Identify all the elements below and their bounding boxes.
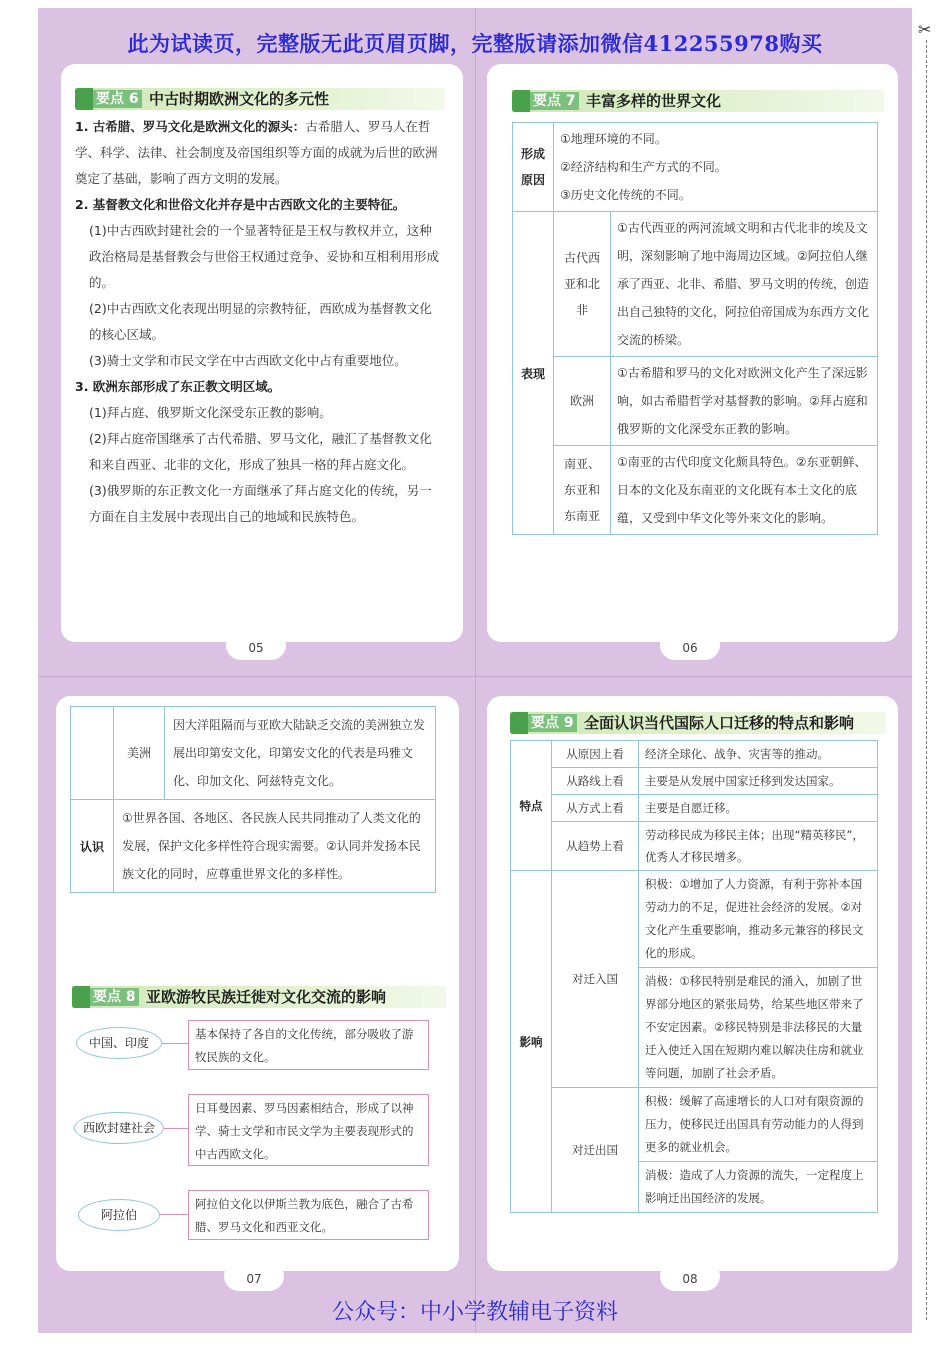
- item-3: 3. 欧洲东部形成了东正教文明区域。: [75, 379, 281, 394]
- americas-table: [70, 706, 436, 893]
- key-point-title: 全面认识当代国际人口迁移的特点和影响: [584, 714, 855, 732]
- key-point-tag: 要点 7: [530, 92, 579, 110]
- item-2: 2. 基督教文化和世俗文化并存是中古西欧文化的主要特征。: [75, 197, 406, 212]
- cognition-label: 认识: [71, 800, 114, 893]
- scissors-icon: ✂: [918, 20, 932, 39]
- flag-icon: [510, 712, 528, 734]
- key-point-tag: 要点 6: [93, 90, 142, 108]
- world-culture-table: [512, 122, 878, 535]
- region-asia-label: 南亚、东亚和东南亚: [554, 446, 611, 535]
- flag-icon: [75, 88, 93, 110]
- feature-label: 特点: [511, 741, 552, 871]
- node-china-india: 中国、印度: [76, 1027, 162, 1059]
- migration-table: [510, 740, 878, 1213]
- feature-k-2: 从路线上看: [552, 768, 639, 795]
- feature-v-2: 主要是从发展中国家迁移到发达国家。: [639, 768, 878, 795]
- region-europe-text: ①古希腊和罗马的文化对欧洲文化产生了深远影响，如古希腊哲学对基督教的影响。②拜占庭和俄罗斯的文化深受东正教的影响。: [611, 357, 878, 446]
- feature-v-1: 经济全球化、战争、灾害等的推动。: [639, 741, 878, 768]
- page-number-05: 05: [226, 630, 286, 660]
- item-3-2: (2)拜占庭帝国继承了古代希腊、罗马文化，融汇了基督教文化和来自西亚、北非的文化，形成了独具一格的拜占庭文化。: [89, 431, 432, 472]
- feature-k-3: 从方式上看: [552, 795, 639, 822]
- blank-cell: [71, 707, 114, 800]
- box-arab: 阿拉伯文化以伊斯兰教为底色，融合了古希腊、罗马文化和西亚文化。: [188, 1190, 429, 1240]
- page-05-content: [75, 114, 441, 530]
- impact-label: 影响: [511, 871, 552, 1213]
- key-point-9-header: [510, 712, 886, 734]
- watermark-top: 此为试读页，完整版无此页眉页脚，完整版请添加微信412255978购买: [127, 31, 823, 56]
- page-number-06: 06: [660, 630, 720, 660]
- watermark-bottom: 公众号：中小学教辅电子资料: [331, 1300, 618, 1325]
- box-western-europe: 日耳曼因素、罗马因素相结合，形成了以神学、骑士文学和市民文学为主要表现形式的中古西欧文化。: [188, 1094, 429, 1166]
- cause-1: ①地理环境的不同。: [560, 132, 667, 146]
- item-2-2: (2)中古西欧文化表现出明显的宗教特征，西欧成为基督教文化的核心区域。: [89, 301, 432, 342]
- key-point-tag: 要点 9: [528, 714, 577, 732]
- key-point-8-header: [72, 986, 446, 1008]
- item-3-1: (1)拜占庭、俄罗斯文化深受东正教的影响。: [89, 405, 332, 420]
- impact-out-negative: 消极：造成了人力资源的流失，一定程度上影响迁出国经济的发展。: [639, 1162, 878, 1213]
- item-1: 1. 古希腊、罗马文化是欧洲文化的源头：古希腊人、罗马人在哲学、科学、法律、社会制度及帝国组织等方面的成就为后世的欧洲奠定了基础，影响了西方文明的发展。: [75, 119, 438, 186]
- connector-2: [164, 1128, 190, 1129]
- feature-k-4: 从趋势上看: [552, 822, 639, 871]
- impact-in-label: 对迁入国: [552, 871, 639, 1088]
- impact-out-label: 对迁出国: [552, 1088, 639, 1213]
- performance-label: 表现: [513, 212, 554, 535]
- region-west-asia-label: 古代西亚和北非: [554, 212, 611, 357]
- key-point-7-header: [512, 90, 884, 112]
- box-china-india: 基本保持了各自的文化传统，部分吸收了游牧民族的文化。: [188, 1020, 429, 1070]
- key-point-title: 丰富多样的世界文化: [586, 92, 722, 110]
- impact-out-positive: 积极：缓解了高速增长的人口对有限资源的压力，使移民迁出国具有劳动能力的人得到更多的就业机会。: [639, 1088, 878, 1162]
- vertical-fold-line: [475, 8, 476, 1333]
- key-point-title: 亚欧游牧民族迁徙对文化交流的影响: [146, 988, 387, 1006]
- cause-2: ②经济结构和生产方式的不同。: [560, 160, 727, 174]
- horizontal-fold-line: [38, 676, 912, 677]
- connector-1: [162, 1043, 190, 1044]
- impact-in-negative: 消极：①移民特别是难民的涌入，加剧了世界部分地区的紧张局势，给某些地区带来了不安定因素。②移民特别是非法移民的大量迁入使迁入国在短期内难以解决住房和就业等问题，加剧了社会矛盾。: [639, 968, 878, 1088]
- cut-line: [926, 40, 927, 1320]
- causes-label: 形成原因: [513, 123, 554, 212]
- cause-3: ③历史文化传统的不同。: [560, 188, 691, 202]
- node-arab: 阿拉伯: [78, 1199, 160, 1231]
- page-number-07: 07: [224, 1261, 284, 1291]
- node-western-europe: 西欧封建社会: [74, 1112, 164, 1144]
- americas-label: 美洲: [114, 707, 165, 800]
- item-3-3: (3)俄罗斯的东正教文化一方面继承了拜占庭文化的传统，另一方面在自主发展中表现出自己的地域和民族特色。: [89, 483, 432, 524]
- impact-in-positive: 积极：①增加了人力资源，有利于弥补本国劳动力的不足，促进社会经济的发展。②对文化产生重要影响，推动多元兼容的移民文化的形成。: [639, 871, 878, 968]
- causes-cell: [554, 123, 878, 212]
- feature-v-3: 主要是自愿迁移。: [639, 795, 878, 822]
- item-2-1: (1)中古西欧封建社会的一个显著特征是王权与教权并立，这种政治格局是基督教会与世俗王权通过竞争、妥协和互相利用形成的。: [89, 223, 440, 290]
- region-asia-text: ①南亚的古代印度文化颇具特色。②东亚朝鲜、日本的文化及东南亚的文化既有本土文化的底蕴，又受到中华文化等外来文化的影响。: [611, 446, 878, 535]
- key-point-title: 中古时期欧洲文化的多元性: [149, 90, 330, 108]
- region-europe-label: 欧洲: [554, 357, 611, 446]
- key-point-tag: 要点 8: [90, 988, 139, 1006]
- feature-v-4: 劳动移民成为移民主体；出现“精英移民”，优秀人才移民增多。: [639, 822, 878, 871]
- region-west-asia-text: ①古代西亚的两河流域文明和古代北非的埃及文明，深刻影响了地中海周边区域。②阿拉伯人继承了西亚、北非、希腊、罗马文明的传统，创造出自己独特的文化，阿拉伯帝国成为东西方文化交流的桥梁。: [611, 212, 878, 357]
- feature-k-1: 从原因上看: [552, 741, 639, 768]
- connector-3: [160, 1214, 190, 1215]
- page-number-08: 08: [660, 1261, 720, 1291]
- flag-icon: [72, 986, 90, 1008]
- key-point-6-header: [75, 88, 445, 110]
- cognition-text: ①世界各国、各地区、各民族人民共同推动了人类文化的发展，保护文化多样性符合现实需要。②认同并发扬本民族文化的同时，应尊重世界文化的多样性。: [114, 800, 436, 893]
- americas-text: 因大洋阻隔而与亚欧大陆缺乏交流的美洲独立发展出印第安文化，印第安文化的代表是玛雅文化、印加文化、阿兹特克文化。: [165, 707, 436, 800]
- item-2-3: (3)骑士文学和市民文学在中古西欧文化中占有重要地位。: [89, 353, 407, 368]
- flag-icon: [512, 90, 530, 112]
